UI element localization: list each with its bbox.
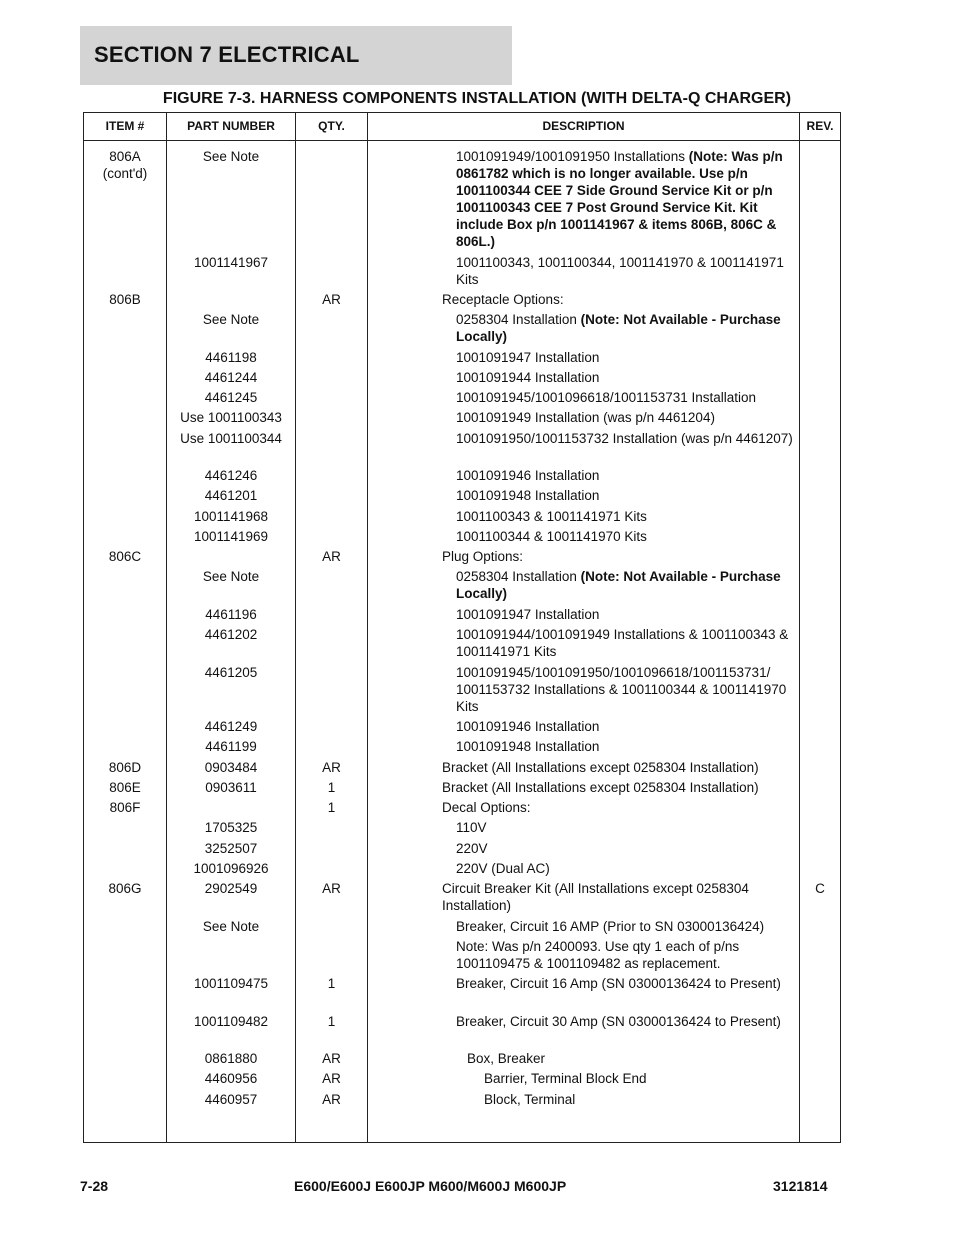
description xyxy=(484,1070,797,1087)
part-number: 0903611 xyxy=(205,780,257,795)
part-number: 4461198 xyxy=(205,350,257,365)
quantity: AR xyxy=(322,760,341,775)
description-text: 1001091948 Installation xyxy=(456,488,600,503)
description-text: Decal Options: xyxy=(442,800,531,815)
part-number: 2902549 xyxy=(204,881,258,896)
part-number: 1001141968 xyxy=(193,509,269,524)
section-title: SECTION 7 ELECTRICAL xyxy=(94,42,360,67)
description-text: 1001100344 & 1001141970 Kits xyxy=(456,529,647,544)
part-number: 4461199 xyxy=(205,739,257,754)
item-number: 806G xyxy=(108,881,142,896)
description-text: 0258304 Installation xyxy=(456,569,577,584)
description xyxy=(456,148,797,250)
description xyxy=(456,487,797,504)
part-number: 4461246 xyxy=(204,468,258,483)
description-text: Plug Options: xyxy=(442,549,524,564)
item-number: 806E xyxy=(109,780,141,795)
description-text: 1001091946 Installation xyxy=(456,719,600,734)
description-text: 220V xyxy=(456,841,488,856)
part-number: 4461201 xyxy=(204,488,258,503)
part-number: 4461245 xyxy=(204,390,258,405)
part-number: 4461244 xyxy=(204,370,258,385)
quantity: AR xyxy=(322,1071,341,1086)
description-text: 1001100343 & 1001141971 Kits xyxy=(456,509,647,524)
section-header-band xyxy=(80,26,512,85)
part-number: 1705325 xyxy=(204,820,258,835)
description xyxy=(456,568,797,602)
description-text: 1001091949 Installation (was p/n 4461204) xyxy=(456,410,715,425)
description-text: 1001091948 Installation xyxy=(456,739,600,754)
part-number: See Note xyxy=(202,312,260,327)
description xyxy=(442,880,797,914)
part-number: 1001109482 xyxy=(193,1014,269,1029)
item-number: 806F xyxy=(109,800,141,815)
description-text: 1001091944/1001091949 Installations & 1001100343 & 1001141971 Kits xyxy=(456,627,789,659)
part-number: Use 1001100344 xyxy=(180,431,282,446)
part-number: 4461249 xyxy=(204,719,258,734)
description-text: Circuit Breaker Kit (All Installations except 0258304 Installation) xyxy=(442,881,749,913)
description-text: 1001091950/1001153732 Installation (was p/n 4461207) xyxy=(456,431,793,446)
parts-table xyxy=(83,112,841,1143)
description-text: 1001091949/1001091950 Installations xyxy=(456,149,685,164)
quantity: AR xyxy=(322,549,341,564)
item-number: 806C xyxy=(108,549,142,564)
model-list: E600/E600J E600JP M600/M600J M600JP xyxy=(294,1178,567,1194)
quantity: 1 xyxy=(327,976,336,991)
description xyxy=(456,718,797,735)
description-text: 1001091947 Installation xyxy=(456,607,600,622)
column-divider xyxy=(367,113,368,1142)
part-number: See Note xyxy=(202,919,260,934)
description xyxy=(442,799,797,816)
item-number: 806A (cont'd) xyxy=(102,149,148,181)
description-text: 1001100343, 1001100344, 1001141970 & 1001141971 Kits xyxy=(456,255,784,287)
description xyxy=(456,626,797,660)
description xyxy=(456,254,797,288)
description xyxy=(456,528,797,545)
part-number: 1001141969 xyxy=(193,529,269,544)
description xyxy=(456,369,797,386)
description xyxy=(456,467,797,484)
description xyxy=(456,409,797,426)
description-text: Bracket (All Installations except 0258304 Installation) xyxy=(442,760,759,775)
part-number: 1001096926 xyxy=(193,861,269,876)
description-text: Barrier, Terminal Block End xyxy=(484,1071,647,1086)
description-text: Box, Breaker xyxy=(467,1051,546,1066)
part-number: 4460957 xyxy=(204,1092,258,1107)
quantity: 1 xyxy=(327,1014,336,1029)
description-text: Bracket (All Installations except 0258304 Installation) xyxy=(442,780,759,795)
quantity: 1 xyxy=(327,800,336,815)
description xyxy=(456,389,797,406)
part-number: 0903484 xyxy=(204,760,258,775)
description xyxy=(456,664,797,715)
part-number: See Note xyxy=(202,149,260,164)
description xyxy=(442,548,797,565)
description-text: 1001091947 Installation xyxy=(456,350,600,365)
description-note: (Note: Was p/n 0861782 which is no longer available. Use p/n 1001100344 CEE 7 Side Ground Service Kit or p/n 1001100343 CEE 7 Post Ground Service Kit. Kit include Box p/n 1001141967 & items 806B, 806C & 806L.) xyxy=(456,149,783,249)
description-text: 1001091946 Installation xyxy=(456,468,600,483)
description-text: 1001091945/1001096618/1001153731 Installation xyxy=(456,390,757,405)
description xyxy=(456,938,797,972)
part-number: 3252507 xyxy=(204,841,258,856)
header-divider xyxy=(84,140,840,141)
description xyxy=(456,918,797,935)
description-text: Receptacle Options: xyxy=(442,292,564,307)
description xyxy=(456,840,797,857)
header-rev: REV. xyxy=(806,119,834,133)
description xyxy=(456,311,797,345)
description xyxy=(456,860,797,877)
part-number: 4461202 xyxy=(204,627,258,642)
description-text: 1001091944 Installation xyxy=(456,370,600,385)
description xyxy=(442,759,797,776)
item-number: 806D xyxy=(108,760,142,775)
description xyxy=(484,1091,797,1108)
description xyxy=(456,606,797,623)
quantity: AR xyxy=(322,1092,341,1107)
description-text: Note: Was p/n 2400093. Use qty 1 each of p/ns 1001109475 & 1001109482 as replacement. xyxy=(456,939,740,971)
header-qty: QTY. xyxy=(318,119,345,133)
part-number: 4461205 xyxy=(204,665,258,680)
page-number: 7-28 xyxy=(80,1178,109,1194)
description xyxy=(442,779,797,796)
part-number: 0861880 xyxy=(204,1051,258,1066)
header-item: ITEM # xyxy=(105,119,145,133)
description-note: (Note: Not Available - Purchase Locally) xyxy=(456,569,781,601)
description xyxy=(456,508,797,525)
document-number: 3121814 xyxy=(773,1178,828,1194)
description-note: (Note: Not Available - Purchase Locally) xyxy=(456,312,781,344)
description-text: Breaker, Circuit 16 AMP (Prior to SN 03000136424) xyxy=(456,919,765,934)
header-part-number: PART NUMBER xyxy=(187,119,275,133)
column-divider xyxy=(799,113,800,1142)
description-text: 110V xyxy=(456,820,487,835)
description-text: 220V (Dual AC) xyxy=(456,861,550,876)
part-number: 4461196 xyxy=(205,607,257,622)
quantity: AR xyxy=(322,881,341,896)
part-number: Use 1001100343 xyxy=(180,410,282,425)
description xyxy=(456,819,797,836)
description xyxy=(456,738,797,755)
part-number: 1001141967 xyxy=(193,255,269,270)
figure-title: FIGURE 7-3. HARNESS COMPONENTS INSTALLATION (WITH DELTA-Q CHARGER) xyxy=(162,90,792,107)
description xyxy=(442,291,797,308)
description xyxy=(456,349,797,366)
description xyxy=(456,430,797,447)
quantity: AR xyxy=(322,1051,341,1066)
revision: C xyxy=(815,881,825,896)
description-text: 1001091945/1001091950/1001096618/1001153731/ 1001153732 Installations & 1001100344 & 1001141970 Kits xyxy=(456,665,787,714)
description-text: Breaker, Circuit 30 Amp (SN 03000136424 to Present) xyxy=(456,1014,781,1029)
part-number: 4460956 xyxy=(204,1071,258,1086)
description xyxy=(467,1050,797,1067)
quantity: 1 xyxy=(327,780,336,795)
part-number: See Note xyxy=(202,569,260,584)
header-description: DESCRIPTION xyxy=(542,119,625,133)
description xyxy=(456,975,797,992)
description-text: Breaker, Circuit 16 Amp (SN 03000136424 to Present) xyxy=(456,976,781,991)
description-text: 0258304 Installation xyxy=(456,312,577,327)
part-number: 1001109475 xyxy=(193,976,269,991)
description xyxy=(456,1013,797,1030)
quantity: AR xyxy=(322,292,341,307)
item-number: 806B xyxy=(109,292,141,307)
description-text: Block, Terminal xyxy=(484,1092,576,1107)
